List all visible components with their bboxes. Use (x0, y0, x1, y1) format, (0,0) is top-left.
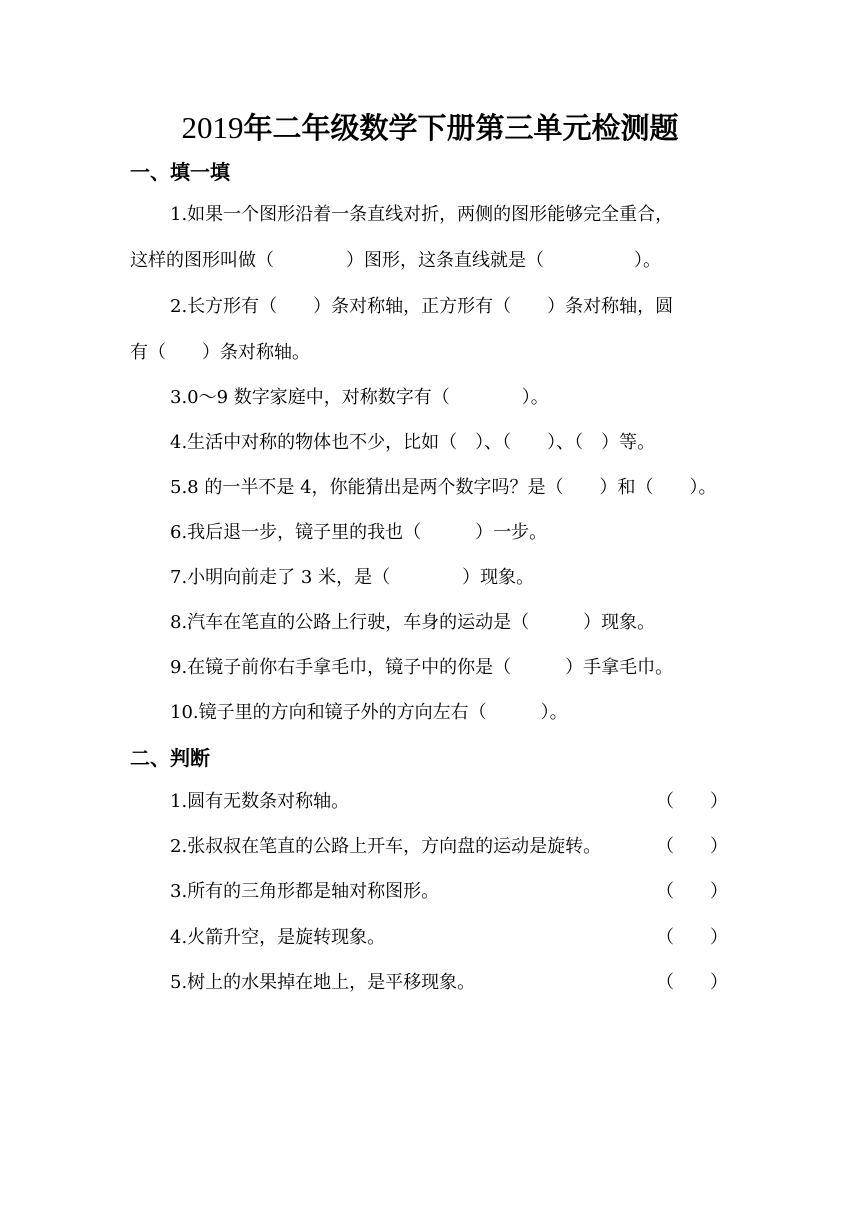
judge-question-1: 1.圆有无数条对称轴。 (170, 791, 350, 812)
title-year: 2019 (181, 110, 244, 145)
fill-question-4: 4.生活中对称的物体也不少，比如（ ）、（ ）、（ ）等。 (170, 432, 656, 453)
fill-question-6: 6.我后退一步，镜子里的我也（ ）一步。 (170, 522, 548, 543)
fill-question-3: 3.0～9 数字家庭中，对称数字有（ ）。 (170, 387, 549, 408)
section-heading-fill-in: 一、填一填 (130, 160, 230, 184)
judge-question-2: 2.张叔叔在笔直的公路上开车，方向盘的运动是旋转。 (170, 836, 602, 857)
judge-answer-blank-5: （ ） (656, 972, 728, 993)
fill-question-10: 10.镜子里的方向和镜子外的方向左右（ ）。 (170, 702, 568, 723)
section-heading-judge: 二、判断 (130, 746, 210, 770)
judge-answer-blank-4: （ ） (656, 927, 728, 948)
fill-question-7: 7.小明向前走了 3 米，是（ ）现象。 (170, 567, 535, 588)
page-title (0, 106, 860, 150)
fill-question-9: 9.在镜子前你右手拿毛巾，镜子中的你是（ ）手拿毛巾。 (170, 657, 674, 678)
judge-question-4: 4.火箭升空，是旋转现象。 (170, 927, 386, 948)
judge-question-3: 3.所有的三角形都是轴对称图形。 (170, 881, 440, 902)
judge-answer-blank-3: （ ） (656, 881, 728, 902)
judge-question-5: 5.树上的水果掉在地上，是平移现象。 (170, 972, 476, 993)
fill-question-2-line-1: 2.长方形有（ ）条对称轴，正方形有（ ）条对称轴，圆 (170, 296, 674, 317)
fill-question-1-line-2: 这样的图形叫做（ ）图形，这条直线就是（ ）。 (130, 250, 661, 271)
fill-question-5: 5.8 的一半不是 4，你能猜出是两个数字吗？是（ ）和（ ）。 (170, 477, 717, 498)
judge-answer-blank-1: （ ） (656, 791, 728, 812)
judge-answer-blank-2: （ ） (656, 836, 728, 857)
fill-question-1-line-1: 1.如果一个图形沿着一条直线对折，两侧的图形能够完全重合， (170, 204, 674, 225)
title-text: 年二年级数学下册第三单元检测题 (243, 111, 679, 145)
fill-question-2-line-2: 有（ ）条对称轴。 (130, 342, 310, 363)
fill-question-8: 8.汽车在笔直的公路上行驶，车身的运动是（ ）现象。 (170, 612, 656, 633)
